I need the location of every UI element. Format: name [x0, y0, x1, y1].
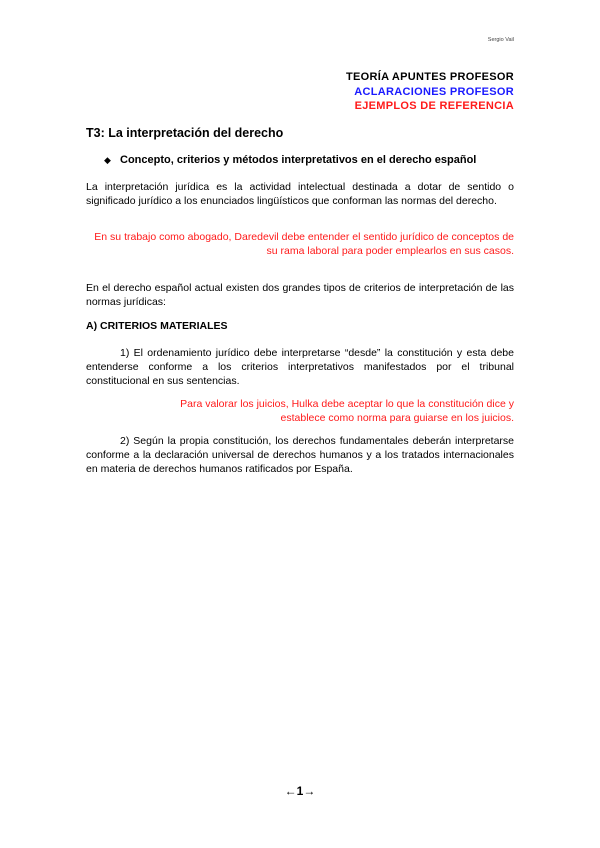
page-number: ←1→ [284, 784, 316, 798]
definition-paragraph: La interpretación jurídica es la actividad intelectual destinada a dotar de sentido o significado jurídico a los enunciados lingüísticos que conforman las normas del derecho. [86, 181, 514, 207]
legend-aclaraciones: ACLARACIONES PROFESOR [354, 85, 514, 98]
header-author: Sergio Vail [487, 37, 514, 43]
diamond-bullet-icon: ◆ [104, 155, 111, 165]
legend-teoria: TEORÍA APUNTES PROFESOR [345, 71, 514, 83]
example-daredevil: En su trabajo como abogado, Daredevil debe entender el sentido jurídico de conceptos de su rama laboral para poder emplearlos en sus casos. [94, 231, 514, 257]
color-legend [346, 70, 514, 114]
section-heading [104, 154, 476, 166]
section-title: Concepto, criterios y métodos interpretativos en el derecho español [120, 154, 477, 166]
criterion-2-paragraph: 2) Según la propia constitución, los derechos fundamentales deberán interpretarse conforme a la declaración universal de derechos humanos y a los tratados internacionales en materia de derechos humanos ratificados por España. [86, 435, 514, 475]
example-hulka: Para valorar los juicios, Hulka debe aceptar lo que la constitución dice y establece como norma para guiarse en los juicios. [180, 398, 514, 424]
legend-ejemplos: EJEMPLOS DE REFERENCIA [354, 100, 514, 112]
criterion-1-paragraph: 1) El ordenamiento jurídico debe interpretarse “desde” la constitución y esta debe entenderse conforme a los criterios interpretativos manifestados por el tribunal constitucional en sus sentencias. [86, 347, 514, 387]
criteria-intro-paragraph: En el derecho español actual existen dos grandes tipos de criterios de interpretación de las normas jurídicas: [86, 282, 514, 308]
subheading-criterios-materiales: A) CRITERIOS MATERIALES [86, 320, 228, 332]
document-title: T3: La interpretación del derecho [86, 126, 284, 140]
